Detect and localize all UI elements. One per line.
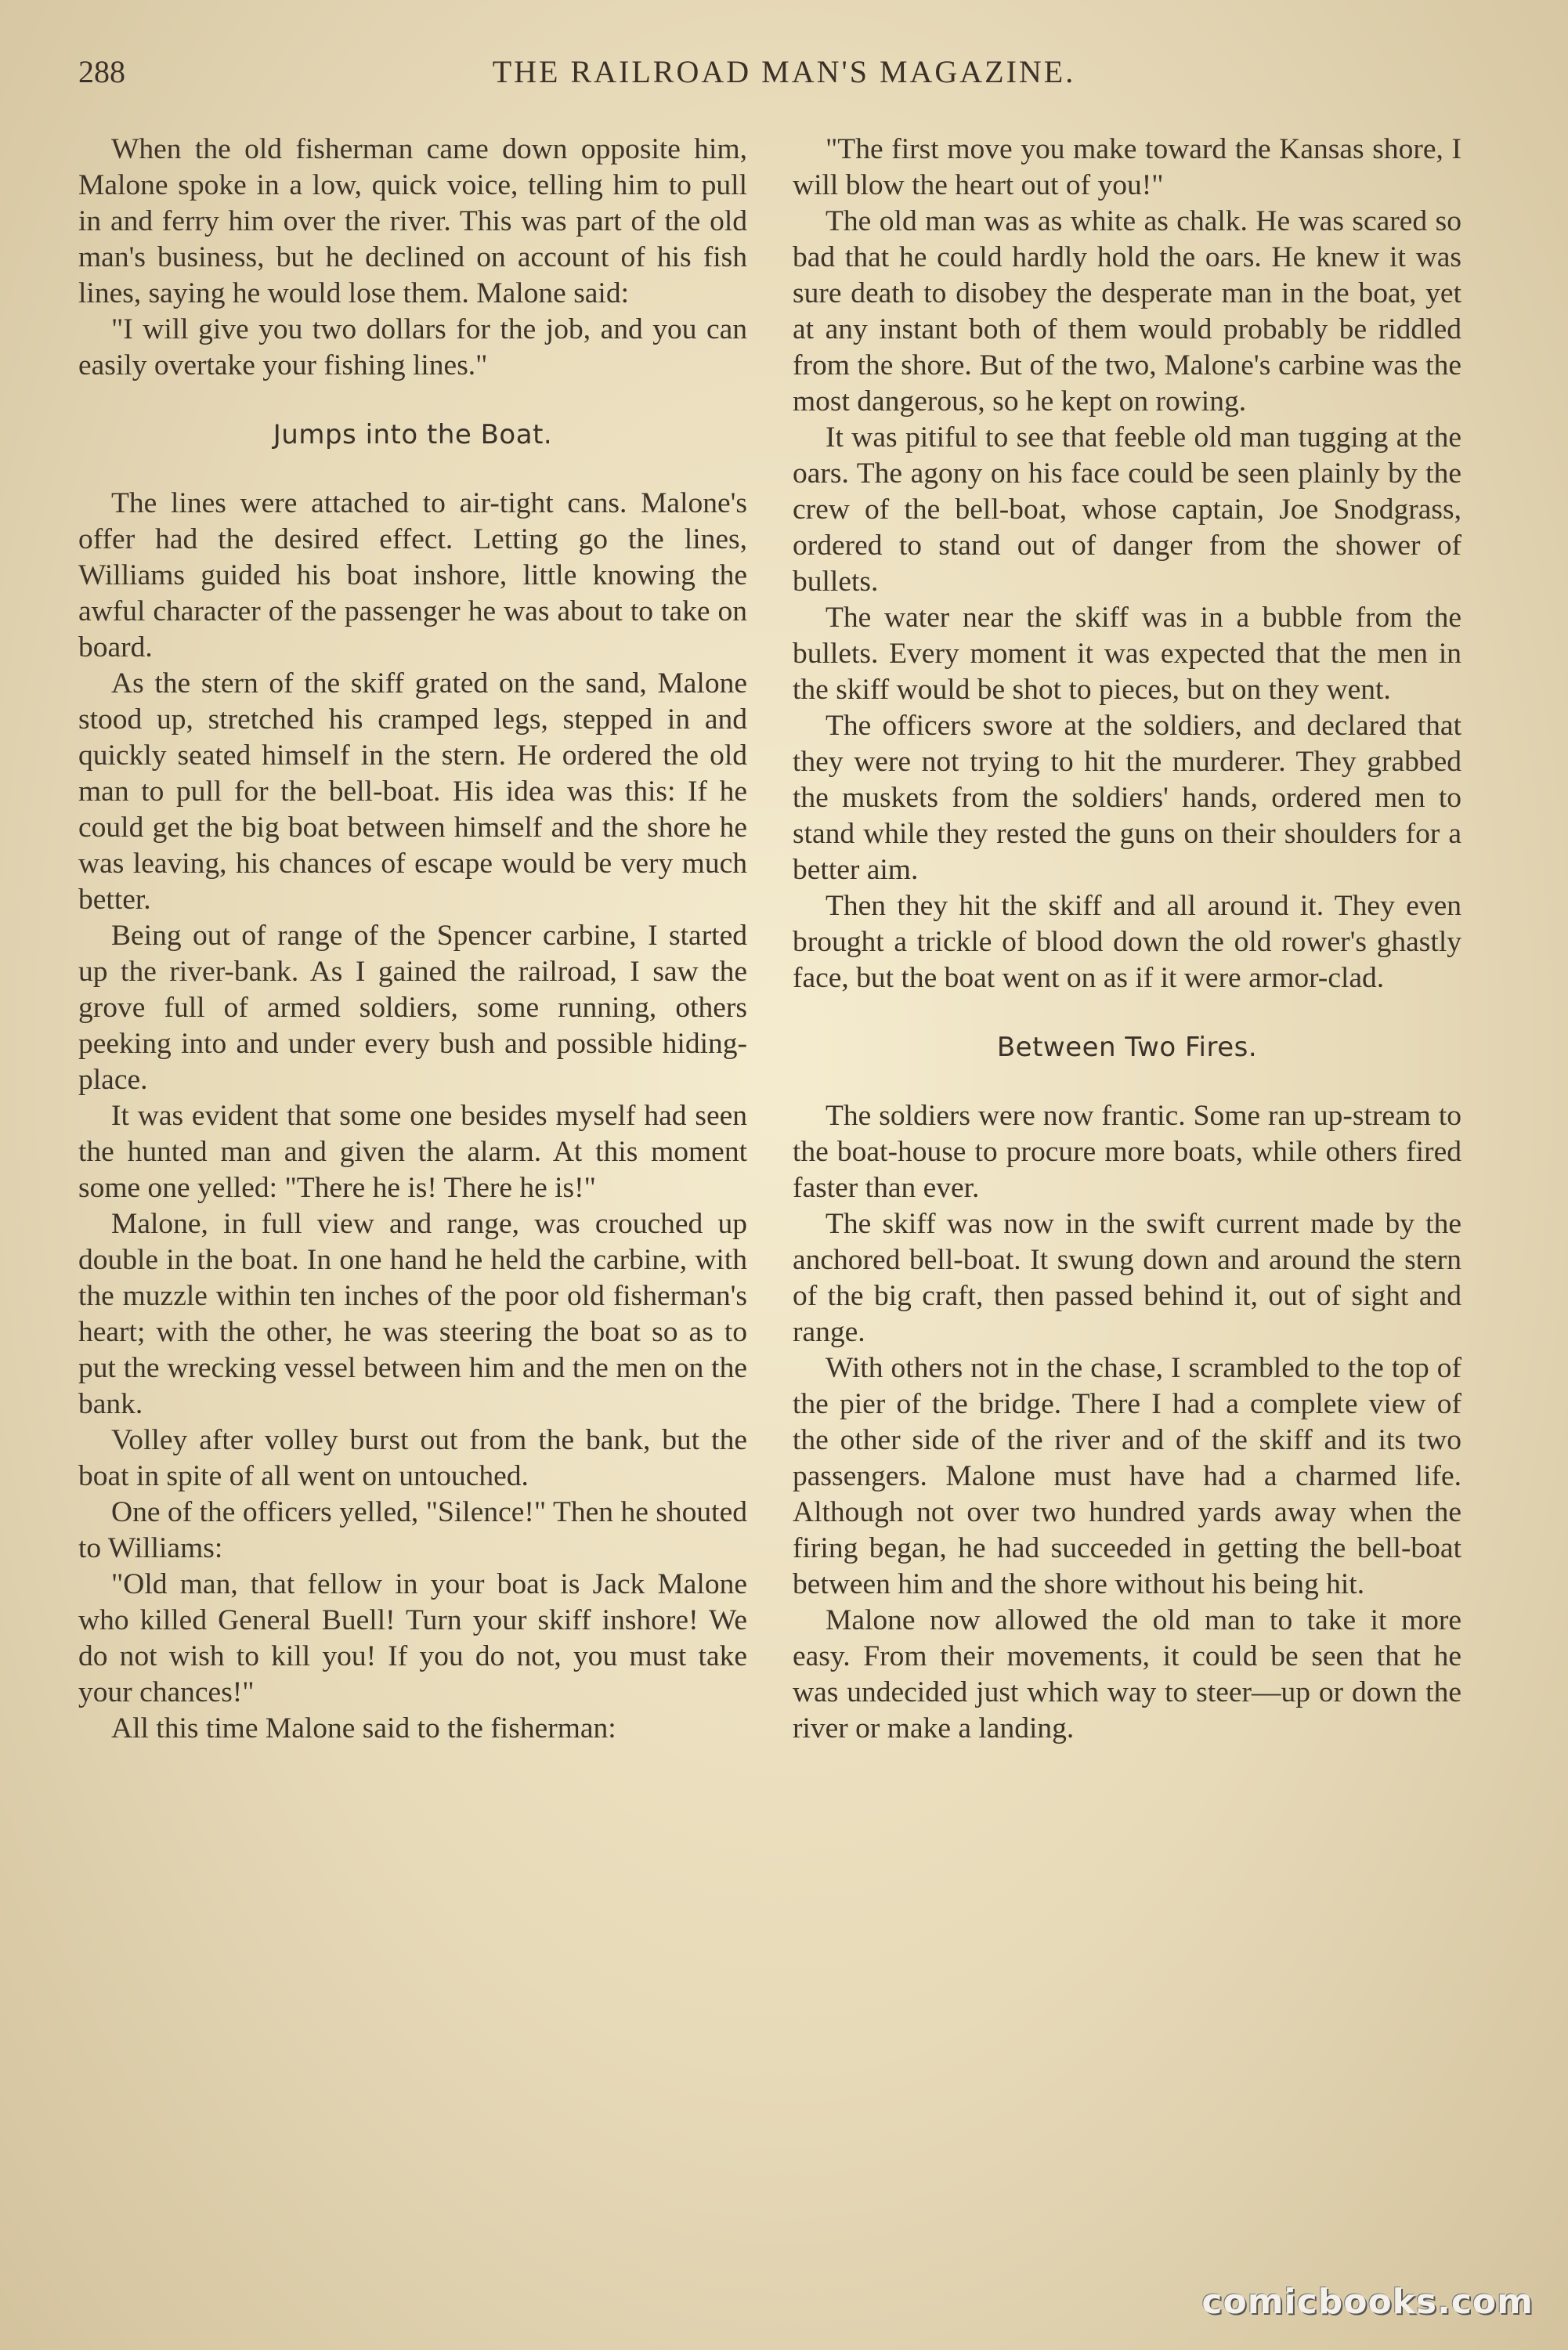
section-heading: Between Two Fires. [996, 1032, 1258, 1063]
section-heading: Jumps into the Boat. [273, 419, 553, 450]
paragraph: One of the officers yelled, "Silence!" Then he shouted to Williams: [78, 1496, 747, 1564]
paragraph: Volley after volley burst out from the bank, but the boat in spite of all went on untouched. [78, 1424, 747, 1492]
running-head: THE RAILROAD MAN'S MAGAZINE. [492, 54, 1076, 89]
paragraph: Then they hit the skiff and all around it. They even brought a trickle of blood down the old rower's ghastly face, but the boat went on as if it were armor-clad. [793, 890, 1461, 994]
paragraph: "The first move you make toward the Kansas shore, I will blow the heart out of you!" [793, 133, 1461, 201]
paragraph: The soldiers were now frantic. Some ran up-stream to the boat-house to procure more boats, while others fired faster than ever. [793, 1100, 1461, 1204]
left-column [78, 132, 747, 1747]
paragraph: The lines were attached to air-tight cans. Malone's offer had the desired effect. Letting go the lines, Williams guided his boat inshore, little knowing the awful character of the passenger he was about to take on board. [78, 487, 747, 663]
paragraph: The old man was as white as chalk. He was scared so bad that he could hardly hold the oars. He knew it was sure death to disobey the desperate man in the boat, yet at any instant both of them would probably be riddled from the shore. But of the two, Malone's carbine was the most dangerous, so he kept on rowing. [793, 205, 1461, 418]
paragraph: Malone now allowed the old man to take it more easy. From their movements, it could be seen that he was undecided just which way to steer—up or down the river or make a landing. [793, 1604, 1461, 1744]
paragraph: The water near the skiff was in a bubble from the bullets. Every moment it was expected that the men in the skiff would be shot to pieces, but on they went. [793, 602, 1461, 706]
paragraph: As the stern of the skiff grated on the sand, Malone stood up, stretched his cramped legs, stepped in and quickly seated himself in the stern. He ordered the old man to pull for the bell-boat. His idea was this: If he could get the big boat between himself and the shore he was leaving, his chances of escape would be very much better. [78, 667, 747, 916]
paragraph: Malone, in full view and range, was crouched up double in the boat. In one hand he held the carbine, with the muzzle within ten inches of the poor old fisherman's heart; with the other, he was steering the boat so as to put the wrecking vessel between him and the men on the bank. [78, 1208, 747, 1420]
right-column [793, 132, 1461, 1747]
paragraph: Being out of range of the Spencer carbine, I started up the river-bank. As I gained the railroad, I saw the grove full of armed soldiers, some running, others peeking into and under every bush and possible hiding-place. [78, 920, 747, 1096]
paragraph: "Old man, that fellow in your boat is Jack Malone who killed General Buell! Turn your skiff inshore! We do not wish to kill you! If you do not, you must take your chances!" [78, 1568, 747, 1708]
paragraph: With others not in the chase, I scrambled to the top of the pier of the bridge. There I had a complete view of the other side of the river and of the skiff and its two passengers. Malone must have had a charmed life. Although not over two hundred yards away when the firing began, he had succeeded in getting the bell-boat between him and the shore without his being hit. [793, 1352, 1461, 1600]
paragraph: The skiff was now in the swift current made by the anchored bell-boat. It swung down and around the stern of the big craft, then passed behind it, out of sight and range. [793, 1208, 1461, 1348]
page-header [78, 53, 1490, 100]
paragraph: It was pitiful to see that feeble old man tugging at the oars. The agony on his face could be seen plainly by the crew of the bell-boat, whose captain, Joe Snodgrass, ordered to stand out of danger from the shower of bullets. [793, 421, 1461, 598]
paragraph: All this time Malone said to the fisherman: [111, 1712, 616, 1744]
paragraph: It was evident that some one besides myself had seen the hunted man and given the alarm. At this moment some one yelled: "There he is! There he is!" [78, 1100, 747, 1204]
paragraph: When the old fisherman came down opposite him, Malone spoke in a low, quick voice, telling him to pull in and ferry him over the river. This was part of the old man's business, but he declined on account of his fish lines, saying he would lose them. Malone said: [78, 133, 747, 309]
paragraph: The officers swore at the soldiers, and declared that they were not trying to hit the murderer. They grabbed the muskets from the soldiers' hands, ordered men to stand while they rested the guns on their shoulders for a better aim. [793, 710, 1461, 886]
page-number: 288 [78, 54, 125, 89]
paragraph: "I will give you two dollars for the job, and you can easily overtake your fishing lines." [78, 313, 747, 381]
watermark-logo: comicbooks.com [1201, 2282, 1534, 2322]
